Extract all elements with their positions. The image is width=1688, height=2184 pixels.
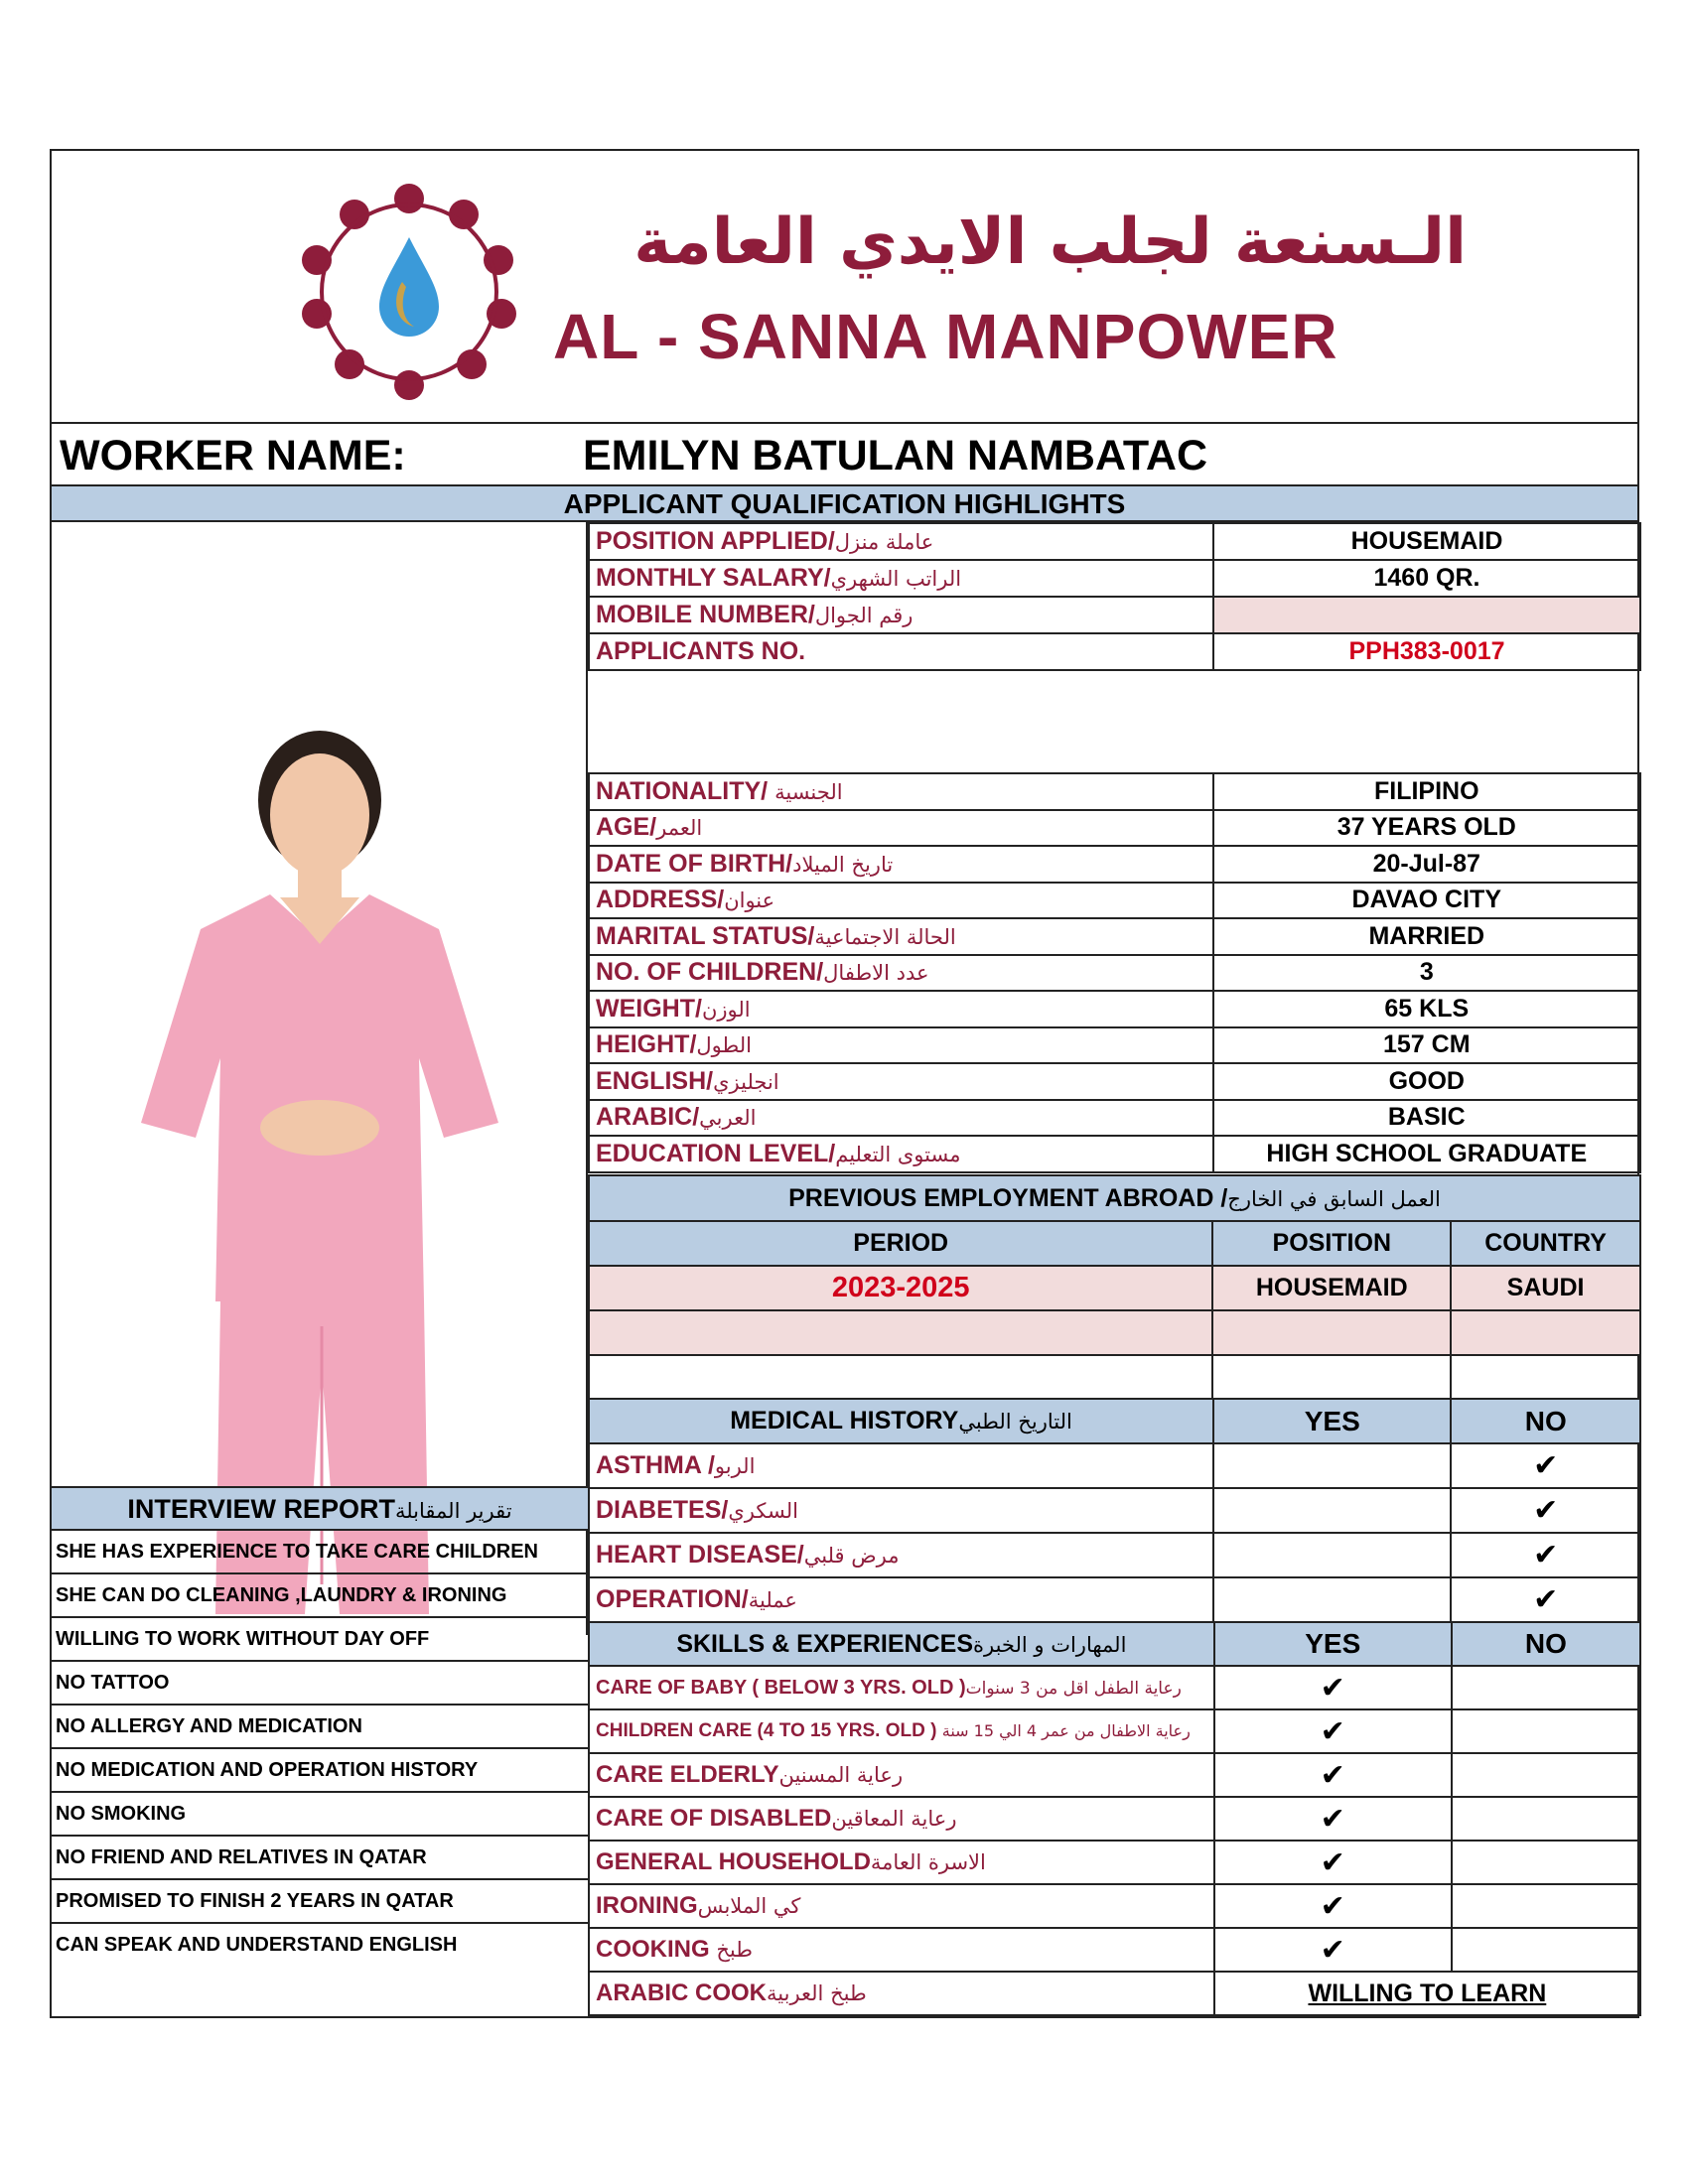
skill-label-arabic: الاسرة العامة bbox=[870, 1850, 986, 1874]
field-label-arabic: رقم الجوال bbox=[814, 604, 914, 627]
field-label-arabic: عنوان bbox=[724, 888, 775, 913]
field-label: ENGLISH/ bbox=[596, 1066, 714, 1095]
check-icon: ✔ bbox=[1214, 1928, 1452, 1972]
check-icon bbox=[1452, 1841, 1640, 1884]
worker-name-row bbox=[52, 424, 1637, 486]
check-icon: ✔ bbox=[1451, 1577, 1640, 1622]
field-label-arabic: الوزن bbox=[701, 997, 751, 1022]
field-label: DATE OF BIRTH/ bbox=[596, 849, 793, 878]
position-applied-row bbox=[589, 523, 1640, 560]
period-value: 2023-2025 bbox=[589, 1266, 1212, 1310]
field-label: NO. OF CHILDREN/ bbox=[596, 958, 824, 987]
country-header: COUNTRY bbox=[1451, 1221, 1640, 1266]
field-value: 65 KLS bbox=[1213, 991, 1640, 1027]
check-icon: ✔ bbox=[1214, 1797, 1452, 1841]
medical-title: MEDICAL HISTORY bbox=[730, 1407, 959, 1434]
field-label-arabic: الطول bbox=[696, 1033, 752, 1058]
skill-label: CARE ELDERLY bbox=[596, 1761, 779, 1788]
applicants-no-value: PPH383-0017 bbox=[1213, 633, 1640, 670]
skill-label: CARE OF BABY ( BELOW 3 YRS. OLD ) bbox=[596, 1676, 966, 1699]
medical-yes-header: YES bbox=[1213, 1399, 1451, 1443]
interview-report bbox=[52, 1486, 588, 1968]
check-icon: ✔ bbox=[1214, 1884, 1452, 1928]
medical-row bbox=[589, 1533, 1640, 1577]
skill-row bbox=[589, 1709, 1640, 1753]
arabic-cook-row bbox=[589, 1972, 1640, 2015]
interview-title-arabic: تقرير المقابلة bbox=[394, 1499, 512, 1523]
medical-row bbox=[589, 1488, 1640, 1533]
monthly-salary-row bbox=[589, 560, 1640, 597]
top-fields-table bbox=[588, 522, 1641, 671]
skills-table bbox=[588, 1621, 1641, 2016]
field-label: MARITAL STATUS/ bbox=[596, 921, 815, 950]
field-label: WEIGHT/ bbox=[596, 994, 702, 1023]
field-value: 20-Jul-87 bbox=[1213, 846, 1640, 883]
employment-table bbox=[588, 1174, 1641, 1401]
skill-row bbox=[589, 1797, 1640, 1841]
field-label: EDUCATION LEVEL/ bbox=[596, 1139, 836, 1167]
mobile-number-row bbox=[589, 597, 1640, 633]
check-icon bbox=[1213, 1443, 1451, 1488]
check-icon: ✔ bbox=[1451, 1533, 1640, 1577]
check-icon bbox=[1213, 1577, 1451, 1622]
header-logo-area bbox=[52, 151, 1637, 424]
field-label-arabic: الراتب الشهري bbox=[830, 567, 962, 591]
arabic-cook-value: WILLING TO LEARN bbox=[1214, 1972, 1640, 2015]
field-label: MOBILE NUMBER/ bbox=[596, 601, 815, 628]
period-header: PERIOD bbox=[589, 1221, 1212, 1266]
field-value: BASIC bbox=[1213, 1100, 1640, 1137]
interview-item: PROMISED TO FINISH 2 YEARS IN QATAR bbox=[52, 1880, 588, 1924]
mobile-number-value bbox=[1213, 597, 1640, 633]
interview-report-title bbox=[52, 1486, 588, 1531]
field-label-arabic: العربي bbox=[699, 1106, 757, 1131]
field-label-arabic: الجنسية bbox=[774, 779, 843, 804]
country-value bbox=[1451, 1355, 1640, 1400]
skill-label-arabic: كي الملابس bbox=[697, 1894, 801, 1918]
interview-item: WILLING TO WORK WITHOUT DAY OFF bbox=[52, 1618, 588, 1662]
check-icon bbox=[1452, 1928, 1640, 1972]
skill-label-arabic: رعاية الاطفال من عمر 4 الي 15 سنة bbox=[941, 1721, 1191, 1740]
skill-label: CARE OF DISABLED bbox=[596, 1805, 832, 1832]
employment-row bbox=[589, 1266, 1640, 1310]
check-icon bbox=[1452, 1666, 1640, 1709]
interview-item: SHE HAS EXPERIENCE TO TAKE CARE CHILDREN bbox=[52, 1531, 588, 1574]
field-label-arabic: العمر bbox=[656, 816, 703, 841]
position-value: HOUSEMAID bbox=[1212, 1266, 1451, 1310]
field-value: 3 bbox=[1213, 955, 1640, 992]
check-icon bbox=[1452, 1797, 1640, 1841]
monthly-salary-value: 1460 QR. bbox=[1213, 560, 1640, 597]
medical-item-label-arabic: عملية bbox=[748, 1588, 797, 1612]
skills-title-arabic: المهارات و الخبرة bbox=[973, 1632, 1127, 1657]
field-value: 37 YEARS OLD bbox=[1213, 810, 1640, 847]
interview-item: NO FRIEND AND RELATIVES IN QATAR bbox=[52, 1837, 588, 1880]
field-row bbox=[589, 883, 1640, 919]
field-value: HIGH SCHOOL GRADUATE bbox=[1213, 1136, 1640, 1172]
employment-row bbox=[589, 1355, 1640, 1400]
position-header: POSITION bbox=[1212, 1221, 1451, 1266]
interview-title: INTERVIEW REPORT bbox=[127, 1494, 395, 1524]
skills-header-row bbox=[589, 1622, 1640, 1666]
field-label-arabic: انجليزي bbox=[713, 1069, 779, 1094]
position-value bbox=[1212, 1355, 1451, 1400]
skill-row bbox=[589, 1666, 1640, 1709]
skill-row bbox=[589, 1928, 1640, 1972]
period-value bbox=[589, 1310, 1212, 1355]
field-label-arabic: الحالة الاجتماعية bbox=[814, 924, 956, 949]
skill-label-arabic: رعاية الطفل اقل من 3 سنوات bbox=[965, 1678, 1182, 1699]
field-label: APPLICANTS NO. bbox=[596, 637, 806, 665]
interview-item: NO MEDICATION AND OPERATION HISTORY bbox=[52, 1749, 588, 1793]
medical-item-label: OPERATION/ bbox=[596, 1585, 749, 1613]
field-value: MARRIED bbox=[1213, 918, 1640, 955]
field-row bbox=[589, 991, 1640, 1027]
position-value bbox=[1212, 1310, 1451, 1355]
field-label-arabic: عاملة منزل bbox=[834, 530, 934, 554]
position-applied-value: HOUSEMAID bbox=[1213, 523, 1640, 560]
medical-item-label-arabic: مرض قلبي bbox=[803, 1544, 900, 1568]
interview-item: NO ALLERGY AND MEDICATION bbox=[52, 1706, 588, 1749]
field-label: ARABIC/ bbox=[596, 1103, 700, 1132]
interview-item: SHE CAN DO CLEANING ,LAUNDRY & IRONING bbox=[52, 1574, 588, 1618]
check-icon: ✔ bbox=[1214, 1753, 1452, 1797]
field-label: POSITION APPLIED/ bbox=[596, 527, 835, 555]
worker-name-label: WORKER NAME: bbox=[60, 432, 406, 479]
field-value: DAVAO CITY bbox=[1213, 883, 1640, 919]
field-row bbox=[589, 1063, 1640, 1100]
employment-title-row bbox=[589, 1175, 1640, 1221]
check-icon bbox=[1213, 1488, 1451, 1533]
employment-title: PREVIOUS EMPLOYMENT ABROAD / bbox=[788, 1183, 1228, 1212]
employment-row bbox=[589, 1310, 1640, 1355]
interview-item: CAN SPEAK AND UNDERSTAND ENGLISH bbox=[56, 1934, 458, 1956]
medical-item-label-arabic: السكري bbox=[728, 1499, 798, 1523]
field-label: AGE/ bbox=[596, 813, 657, 842]
field-label: NATIONALITY/ bbox=[596, 776, 769, 805]
medical-item-label: DIABETES/ bbox=[596, 1496, 729, 1524]
check-icon: ✔ bbox=[1214, 1666, 1452, 1709]
skill-label-arabic: طبخ bbox=[716, 1938, 753, 1962]
skill-label: CHILDREN CARE (4 TO 15 YRS. OLD ) bbox=[596, 1720, 937, 1741]
field-row bbox=[589, 955, 1640, 992]
skill-row bbox=[589, 1884, 1640, 1928]
medical-header-row bbox=[589, 1399, 1640, 1443]
field-row bbox=[589, 846, 1640, 883]
field-row bbox=[589, 773, 1640, 810]
field-value: GOOD bbox=[1213, 1063, 1640, 1100]
field-row bbox=[589, 1100, 1640, 1137]
medical-row bbox=[589, 1577, 1640, 1622]
employment-header-row bbox=[589, 1221, 1640, 1266]
field-label: HEIGHT/ bbox=[596, 1030, 697, 1059]
field-value: 157 CM bbox=[1213, 1027, 1640, 1064]
check-icon bbox=[1213, 1533, 1451, 1577]
medical-item-label: HEART DISEASE/ bbox=[596, 1541, 804, 1569]
skill-row bbox=[589, 1841, 1640, 1884]
personal-fields-table bbox=[588, 772, 1641, 1173]
medical-no-header: NO bbox=[1451, 1399, 1640, 1443]
skills-yes-header: YES bbox=[1214, 1622, 1452, 1666]
interview-item: NO TATTOO bbox=[52, 1662, 588, 1706]
medical-item-label: ASTHMA / bbox=[596, 1451, 715, 1479]
skill-label-arabic: رعاية المسنين bbox=[778, 1763, 904, 1787]
applicants-no-row bbox=[589, 633, 1640, 670]
check-icon: ✔ bbox=[1214, 1841, 1452, 1884]
field-row bbox=[589, 918, 1640, 955]
check-icon bbox=[1452, 1709, 1640, 1753]
skill-label: IRONING bbox=[596, 1892, 698, 1919]
employment-title-arabic: العمل السابق في الخارج bbox=[1227, 1186, 1441, 1211]
skill-label-arabic: رعاية المعاقين bbox=[831, 1807, 957, 1831]
period-value bbox=[589, 1355, 1212, 1400]
highlights-title: APPLICANT QUALIFICATION HIGHLIGHTS bbox=[52, 486, 1637, 522]
check-icon bbox=[1452, 1884, 1640, 1928]
field-row bbox=[589, 1027, 1640, 1064]
medical-title-arabic: التاريخ الطبي bbox=[958, 1410, 1072, 1433]
field-row bbox=[589, 1136, 1640, 1172]
skill-label: ARABIC COOK bbox=[596, 1979, 767, 2006]
check-icon: ✔ bbox=[1451, 1443, 1640, 1488]
skill-label-arabic: طبخ العربية bbox=[767, 1981, 867, 2005]
field-label: MONTHLY SALARY/ bbox=[596, 564, 831, 592]
field-row bbox=[589, 810, 1640, 847]
brand-name-arabic: الـسنعة لجلب الايدي العامة bbox=[633, 205, 1467, 279]
check-icon bbox=[1452, 1753, 1640, 1797]
skill-label: GENERAL HOUSEHOLD bbox=[596, 1848, 871, 1875]
field-label-arabic: عدد الاطفال bbox=[823, 961, 929, 986]
field-label-arabic: تاريخ الميلاد bbox=[792, 852, 894, 877]
field-label-arabic: مستوى التعليم bbox=[835, 1142, 961, 1166]
medical-row bbox=[589, 1443, 1640, 1488]
worker-name-value: EMILYN BATULAN NAMBATAC bbox=[583, 432, 1208, 479]
country-value: SAUDI bbox=[1451, 1266, 1640, 1310]
skill-row bbox=[589, 1753, 1640, 1797]
cv-form bbox=[50, 149, 1639, 2018]
brand-name-english: AL - SANNA MANPOWER bbox=[553, 301, 1338, 372]
skills-no-header: NO bbox=[1452, 1622, 1640, 1666]
skills-title: SKILLS & EXPERIENCES bbox=[676, 1629, 973, 1658]
country-value bbox=[1451, 1310, 1640, 1355]
check-icon: ✔ bbox=[1214, 1709, 1452, 1753]
skill-label: COOKING bbox=[596, 1936, 710, 1963]
worker-photo bbox=[52, 522, 588, 1635]
company-logo-icon bbox=[295, 183, 523, 401]
field-value: FILIPINO bbox=[1213, 773, 1640, 810]
interview-item: NO SMOKING bbox=[52, 1793, 588, 1837]
field-label: ADDRESS/ bbox=[596, 886, 725, 914]
medical-table bbox=[588, 1398, 1641, 1623]
medical-item-label-arabic: الربو bbox=[714, 1454, 756, 1478]
check-icon: ✔ bbox=[1451, 1488, 1640, 1533]
